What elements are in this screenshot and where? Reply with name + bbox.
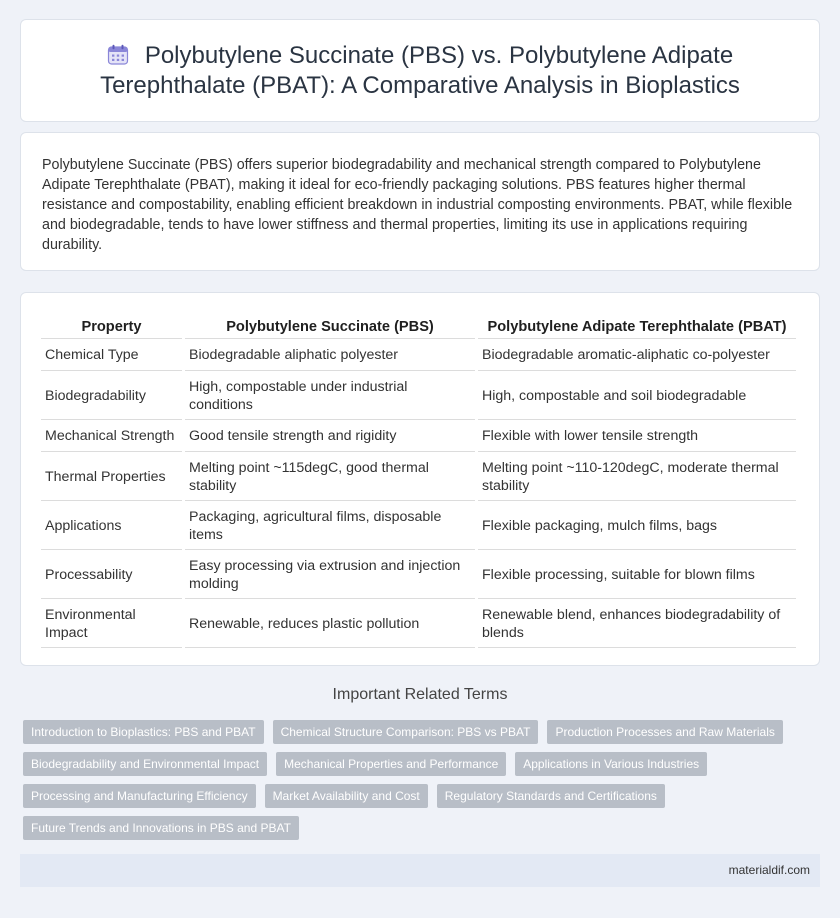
pbat-cell: Flexible with lower tensile strength [478,421,796,452]
pbs-cell: Renewable, reduces plastic pollution [185,600,475,648]
pbs-cell: Melting point ~115degC, good thermal stability [185,453,475,501]
summary-card [20,132,820,271]
property-cell: Environmental Impact [41,600,182,648]
table-row [41,600,796,648]
related-term-tag[interactable]: Regulatory Standards and Certifications [437,784,665,808]
pbs-cell: Packaging, agricultural films, disposable items [185,502,475,550]
calendar-icon [107,44,129,66]
title-card [20,19,820,122]
related-term-tag[interactable]: Introduction to Bioplastics: PBS and PBAT [23,720,264,744]
table-row [41,421,796,452]
table-header-row [41,316,796,339]
pbat-cell: Renewable blend, enhances biodegradability of blends [478,600,796,648]
related-term-tag[interactable]: Production Processes and Raw Materials [547,720,782,744]
property-cell: Thermal Properties [41,453,182,501]
comparison-table-card [20,292,820,666]
related-term-tag[interactable]: Biodegradability and Environmental Impact [23,752,267,776]
table-row [41,340,796,371]
pbs-cell: Easy processing via extrusion and injection molding [185,551,475,599]
related-term-tag[interactable]: Chemical Structure Comparison: PBS vs PBAT [273,720,539,744]
property-cell: Processability [41,551,182,599]
related-term-tag[interactable]: Processing and Manufacturing Efficiency [23,784,256,808]
property-cell: Mechanical Strength [41,421,182,452]
table-row [41,453,796,501]
table-row [41,551,796,599]
related-term-tag[interactable]: Market Availability and Cost [265,784,428,808]
property-cell: Biodegradability [41,372,182,420]
column-header-pbat: Polybutylene Adipate Terephthalate (PBAT) [478,316,796,339]
page-title [40,41,800,101]
column-header-property: Property [41,316,182,339]
related-term-tag[interactable]: Applications in Various Industries [515,752,707,776]
related-term-tag[interactable]: Mechanical Properties and Performance [276,752,506,776]
pbs-cell: Good tensile strength and rigidity [185,421,475,452]
comparison-table [38,315,799,649]
footer [20,854,820,887]
pbat-cell: Flexible packaging, mulch films, bags [478,502,796,550]
pbat-cell: Biodegradable aromatic-aliphatic co-polyester [478,340,796,371]
related-terms-heading: Important Related Terms [332,686,508,703]
pbs-cell: High, compostable under industrial conditions [185,372,475,420]
column-header-pbs: Polybutylene Succinate (PBS) [185,316,475,339]
related-terms [23,720,823,848]
related-term-tag[interactable]: Future Trends and Innovations in PBS and PBAT [23,816,299,840]
page-title-text: Polybutylene Succinate (PBS) vs. Polybutylene Adipate Terephthalate (PBAT): A Comparative Analysis in Bioplastics [100,41,740,99]
pbat-cell: Flexible processing, suitable for blown films [478,551,796,599]
table-row [41,502,796,550]
footer-site-link[interactable]: materialdif.com [728,863,810,877]
summary-text: Polybutylene Succinate (PBS) offers superior biodegradability and mechanical strength compared to Polybutylene Adipate Terephthalate (PBAT), making it ideal for eco-friendly packaging solutions. PBS features higher thermal resistance and compostability, enabling efficient breakdown in industrial composting environments. PBAT, while flexible and biodegradable, tends to have lower stiffness and thermal properties, limiting its use in applications requiring durability. [42,157,793,253]
property-cell: Applications [41,502,182,550]
table-row [41,372,796,420]
pbat-cell: Melting point ~110-120degC, moderate thermal stability [478,453,796,501]
property-cell: Chemical Type [41,340,182,371]
pbs-cell: Biodegradable aliphatic polyester [185,340,475,371]
pbat-cell: High, compostable and soil biodegradable [478,372,796,420]
